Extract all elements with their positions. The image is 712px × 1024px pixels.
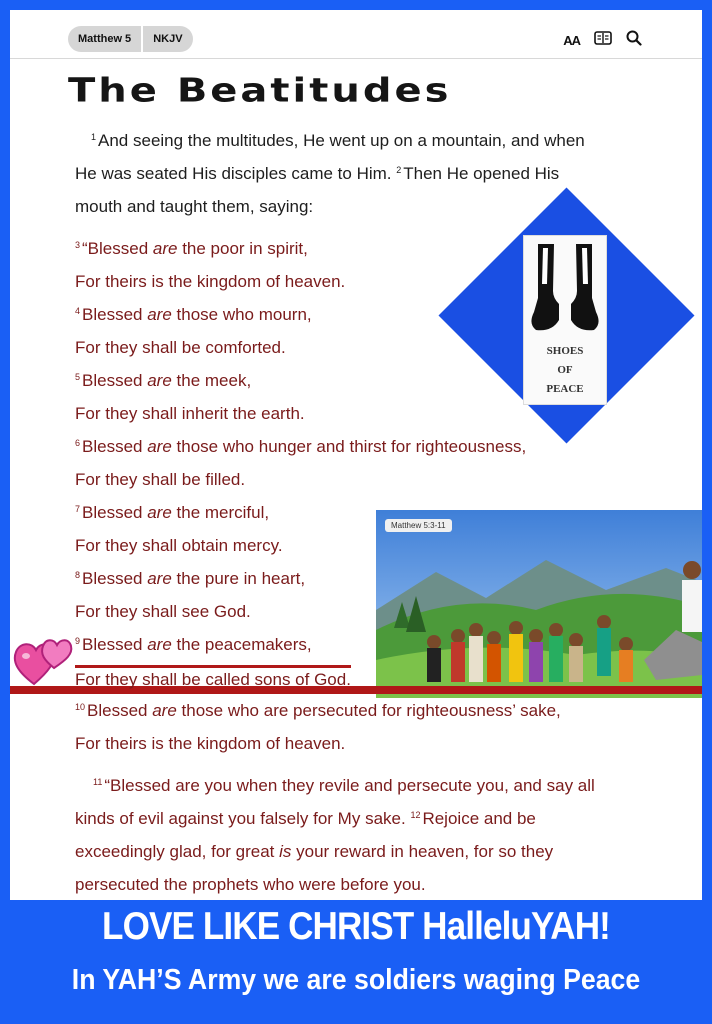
verse-text: those who mourn, <box>171 305 312 324</box>
verse-text: Blessed <box>82 437 148 456</box>
section-heading: The Beatitudes <box>68 72 452 110</box>
verse-1 <box>91 131 585 151</box>
verse-number: 1 <box>91 132 97 142</box>
verse-italic: are <box>147 437 172 456</box>
verse-text: those who hunger and thirst for righteousness, <box>171 437 527 456</box>
verse-text: “Blessed are you when they revile and persecute you, and say all <box>104 776 595 795</box>
verse-text: those who are persecuted for righteousness’ sake, <box>176 701 561 720</box>
verse-7-b: For they shall obtain mercy. <box>75 536 283 555</box>
passage-selector <box>68 26 193 52</box>
verse-text: Blessed <box>82 503 148 522</box>
verse-8-b: For they shall see God. <box>75 602 251 621</box>
verse-text: Blessed <box>82 371 148 390</box>
verse-text: kinds of evil against you falsely for My sake. <box>75 809 411 828</box>
search-icon[interactable] <box>626 30 642 51</box>
verse-4-b: For they shall be comforted. <box>75 338 286 357</box>
version-button[interactable]: NKJV <box>153 33 183 45</box>
hearts-icon <box>12 632 76 693</box>
verse-italic: are <box>147 305 172 324</box>
verse-1-2 <box>75 164 559 184</box>
verse-text: the peacemakers, <box>171 635 312 654</box>
verse-text: the meek, <box>171 371 252 390</box>
verse-text: Blessed <box>87 701 153 720</box>
verse-text: Rejoice and be <box>422 809 536 828</box>
verse-number: 2 <box>396 165 402 175</box>
verse-number: 8 <box>75 570 81 580</box>
verse-3-a <box>75 239 308 259</box>
verse-12-b: persecuted the prophets who were before you. <box>75 875 426 894</box>
verse-5-b: For they shall inherit the earth. <box>75 404 305 423</box>
verse-11-12 <box>75 809 536 829</box>
verse-text: He was seated His disciples came to Him. <box>75 164 397 183</box>
verse-text: the poor in spirit, <box>177 239 308 258</box>
verse-text: the merciful, <box>171 503 270 522</box>
verse-italic: are <box>152 239 178 258</box>
verse-9-b: For they shall be called sons of God. <box>75 665 351 690</box>
verse-text: “Blessed <box>82 239 153 258</box>
verse-text: Blessed <box>82 305 148 324</box>
bible-page <box>10 10 702 900</box>
verse-7-a <box>75 503 269 523</box>
verse-italic: are <box>147 503 172 522</box>
toolbar-actions <box>563 30 642 51</box>
verse-text: exceedingly glad, for great <box>75 842 280 861</box>
reader-toolbar <box>10 10 702 59</box>
verse-number: 11 <box>93 777 103 787</box>
verse-text: Blessed <box>82 635 148 654</box>
verse-italic: are <box>147 371 172 390</box>
book-chapter-button[interactable]: Matthew 5 <box>78 33 132 45</box>
verse-10-b: For theirs is the kingdom of heaven. <box>75 734 346 753</box>
verse-number: 9 <box>75 636 81 646</box>
verse-12-a <box>75 842 553 862</box>
shoes-caption <box>524 342 606 399</box>
scene-reference-label: Matthew 5:3-11 <box>385 519 452 532</box>
verse-number: 6 <box>75 438 81 448</box>
verse-6-a <box>75 437 526 457</box>
font-size-button[interactable]: AA <box>563 33 580 48</box>
verse-italic: is <box>279 842 292 861</box>
verse-italic: are <box>147 569 172 588</box>
verse-text: your reward in heaven, for so they <box>291 842 554 861</box>
verse-10-a <box>75 701 561 721</box>
shoes-caption-line: SHOES <box>546 345 584 357</box>
verse-8-a <box>75 569 305 589</box>
verse-number: 3 <box>75 240 81 250</box>
mountain-scene-illustration <box>376 510 702 698</box>
verse-text: Then He opened His <box>403 164 560 183</box>
verse-italic: are <box>147 635 172 654</box>
verse-11 <box>93 776 595 796</box>
verse-9-a <box>75 635 312 655</box>
banner-headline: LOVE LIKE CHRIST HalleluYAH! <box>102 905 610 948</box>
verse-6-b: For they shall be filled. <box>75 470 246 489</box>
banner-subline: In YAH’S Army we are soldiers waging Peace <box>71 964 641 996</box>
boots-icon <box>524 236 606 340</box>
verse-text: the pure in heart, <box>171 569 306 588</box>
verse-4-a <box>75 305 312 325</box>
reader-mode-icon[interactable] <box>594 31 612 50</box>
sermon-scene-image <box>376 510 702 698</box>
shoes-caption-line: PEACE <box>546 383 584 395</box>
verse-5-a <box>75 371 251 391</box>
verse-number: 5 <box>75 372 81 382</box>
verse-number: 12 <box>410 810 421 820</box>
verse-number: 4 <box>75 306 81 316</box>
shoes-caption-line: OF <box>557 364 573 376</box>
verse-2: mouth and taught them, saying: <box>75 197 314 216</box>
verse-italic: are <box>152 701 177 720</box>
verse-number: 7 <box>75 504 81 514</box>
shoes-of-peace-card <box>523 235 607 405</box>
verse-text: Blessed <box>82 569 148 588</box>
verse-number: 10 <box>75 702 86 712</box>
verse-3-b: For theirs is the kingdom of heaven. <box>75 272 346 291</box>
verse-text: And seeing the multitudes, He went up on a mountain, and when <box>98 131 585 150</box>
